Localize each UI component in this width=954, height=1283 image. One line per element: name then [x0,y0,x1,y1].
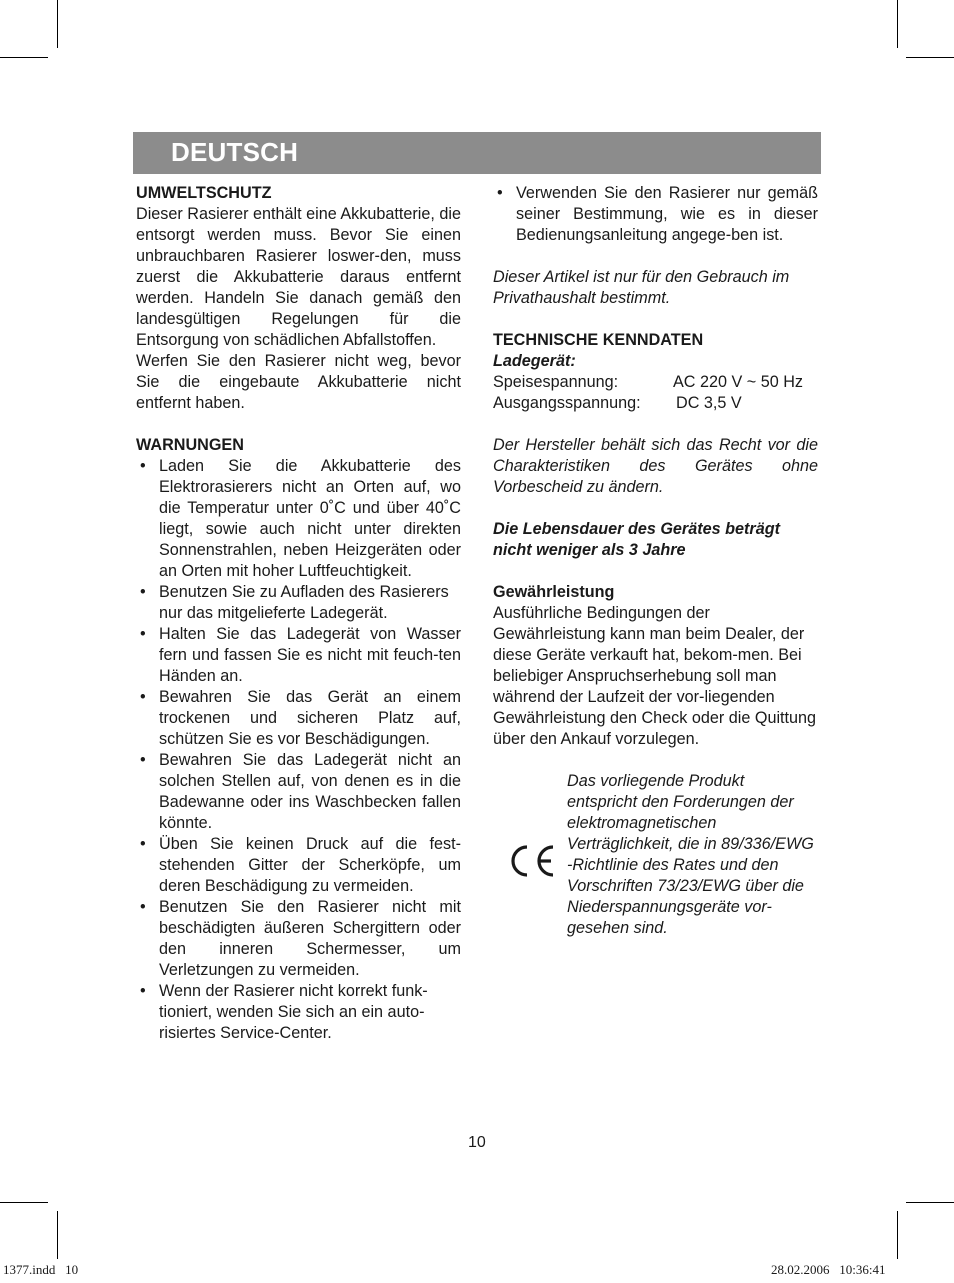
env-paragraph: Dieser Rasierer enthält eine Akkubatterie, die entsorgt werden muss. Bevor Sie einen unbrauchbaren Rasierer loswer-den, muss zuerst die Akkubatterie daraus entfernt werden. Handeln Sie danach gemäß den landesgültigen Regelungen für die Entsorgung von schädlichen Abfallstoffen. [136,205,461,349]
spec-row-supply [493,372,818,393]
list-item [136,624,461,687]
charger-label: Ladegerät: [493,352,576,370]
ce-conformity-text: Das vorliegende Produkt entspricht den Forderungen der elektromagnetischen Verträglichkeit, die in 89/336/EWG -Richtlinie des Rates und den Vorschriften 73/23/EWG über die Niederspannungsgeräte vor-gesehen sind. [567,772,814,937]
crop-mark [0,57,48,58]
warning-text: Bewahren Sie das Ladegerät nicht an solchen Stellen auf, von denen es in die Badewanne oder ins Waschbecken fallen könnte. [159,751,461,832]
bullet-icon: • [140,457,146,475]
usage-text: Verwenden Sie den Rasierer nur gemäß seiner Bestimmung, wie es in dieser Bedienungsanleitung angege-ben ist. [516,184,818,244]
warning-text: Laden Sie die Akkubatterie des Elektrorasierers nicht an Orten auf, wo die Temperatur unter 0˚С und über 40˚С liegt, sowie auch nicht unter direkten Sonnenstrahlen, neben Heizgeräten oder an Orten mit hoher Luftfeuchtigkeit. [159,457,461,580]
bullet-icon: • [140,688,146,706]
warnings-heading: WARNUNGEN [136,436,244,454]
page-title: DEUTSCH [171,137,299,167]
supply-label: Speisespannung: [493,373,619,391]
bullet-icon: • [140,625,146,643]
bullet-icon: • [140,835,146,853]
crop-mark [897,0,898,48]
bullet-icon: • [140,751,146,769]
right-column [493,183,818,961]
crop-mark [0,1202,48,1203]
supply-value: AC 220 V ~ 50 Hz [673,373,804,391]
bullet-icon: • [140,583,146,601]
crop-mark [57,1211,58,1259]
list-item [136,981,461,1044]
warning-text: Bewahren Sie das Gerät an einem trockenen und sicheren Platz auf, schützen Sie es vor Beschädigungen. [159,688,461,748]
tech-heading: TECHNISCHE KENNDATEN [493,331,704,349]
output-label: Ausgangsspannung: [493,394,641,412]
warranty-text: Ausführliche Bedingungen der Gewährleistung kann man beim Dealer, der diese Geräte verkauft hat, bekom-men. Bei beliebiger Anspruchserhebung soll man während der Laufzeit der vor-liegenden Gewährleistung den Check oder die Quittung über den Ankauf vorzulegen. [493,604,817,748]
list-item [136,750,461,834]
warning-text: Wenn der Rasierer nicht korrekt funk-tioniert, wenden Sie sich an ein auto-risiertes Service-Center. [159,982,428,1042]
list-item [136,687,461,750]
crop-mark [57,0,58,48]
ce-mark-icon [505,843,557,879]
bullet-icon: • [497,184,503,202]
list-item [493,183,818,246]
print-slug-file: 1377.indd 10 [3,1262,79,1277]
warning-text: Üben Sie keinen Druck auf die fest-stehenden Gitter der Scherköpfe, um deren Beschädigung zu vermeiden. [159,835,461,895]
crop-mark [897,1211,898,1259]
print-slug-date: 28.02.2006 10:36:41 [771,1262,886,1277]
rights-note: Der Hersteller behält sich das Recht vor die Charakteristiken des Gerätes ohne Vorbescheid zu ändern. [493,436,818,496]
list-item [136,897,461,981]
crop-mark [906,1202,954,1203]
crop-mark [906,57,954,58]
spec-row-output [493,393,818,414]
bullet-icon: • [140,982,146,1000]
usage-list [493,183,818,246]
warning-text: Benutzen Sie zu Aufladen des Rasierers nur das mitgelieferte Ladegerät. [159,583,449,622]
list-item [136,456,461,582]
env-paragraph: Werfen Sie den Rasierer nicht weg, bevor Sie die eingebaute Akkubatterie nicht entfernt haben. [136,352,461,412]
env-heading: UMWELTSCHUTZ [136,184,272,202]
lifetime-note: Die Lebensdauer des Gerätes beträgt nicht weniger als 3 Jahre [493,520,780,559]
household-note: Dieser Artikel ist nur für den Gebrauch im Privathaushalt bestimmt. [493,268,790,307]
left-column [136,183,461,1044]
warning-text: Benutzen Sie den Rasierer nicht mit beschädigten äußeren Schergittern oder den inneren Schermesser, um Verletzungen zu vermeiden. [159,898,461,979]
output-value: DC 3,5 V [676,394,742,412]
ce-section [493,771,818,961]
warranty-heading: Gewährleistung [493,583,615,601]
warnings-list [136,456,461,1044]
language-header [133,132,821,174]
list-item [136,834,461,897]
warning-text: Halten Sie das Ladegerät von Wasser fern und fassen Sie es nicht mit feuch-ten Händen an. [159,625,461,685]
list-item [136,582,461,624]
bullet-icon: • [140,898,146,916]
page-number: 10 [468,1134,486,1151]
